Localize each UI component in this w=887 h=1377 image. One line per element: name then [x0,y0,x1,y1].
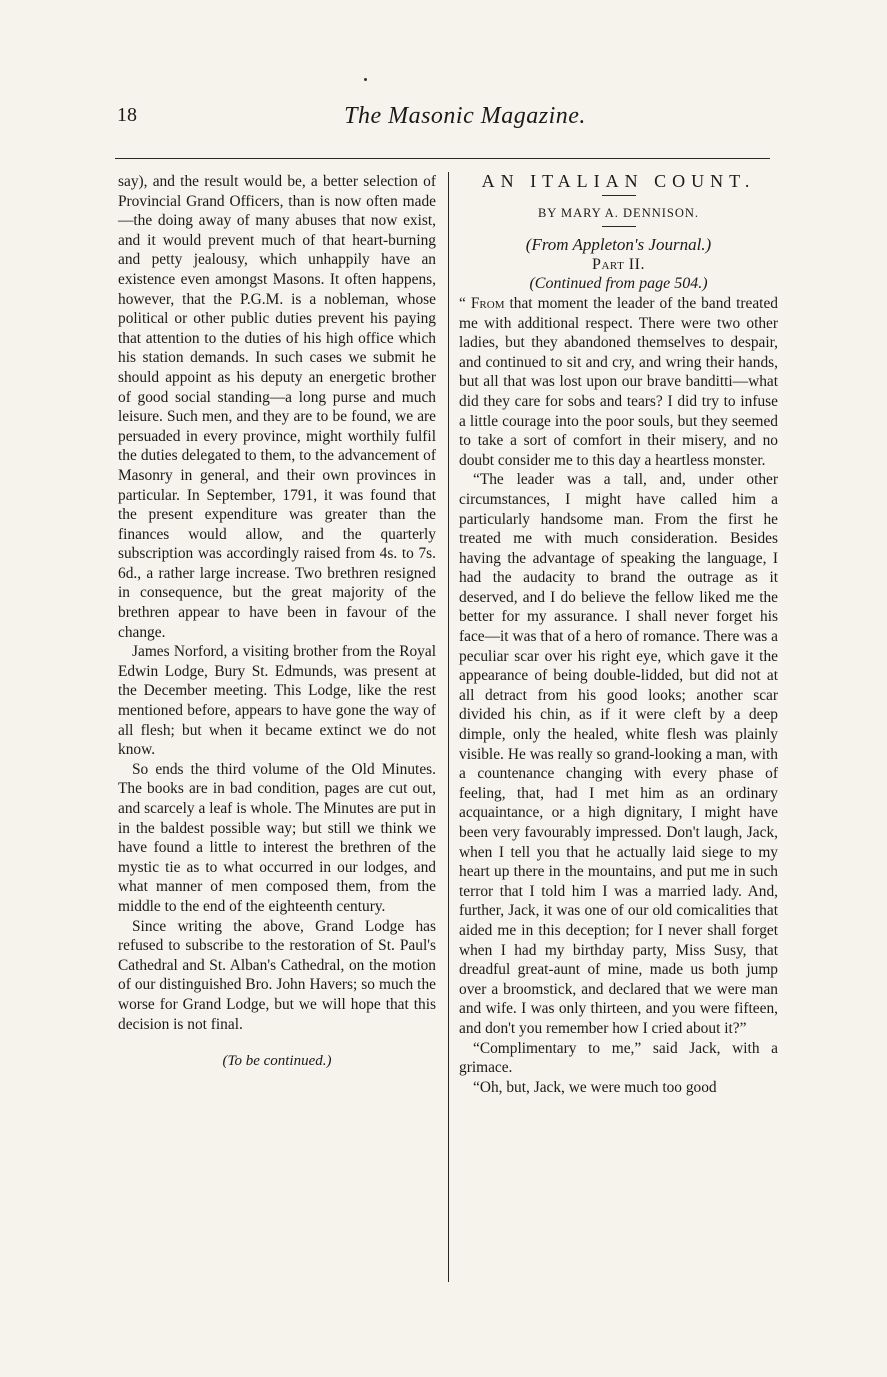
part-heading: Part II. [592,255,645,273]
column-divider [448,172,449,1282]
to-be-continued: (To be continued.) [222,1053,332,1070]
paragraph: “ From that moment the leader of the band treated me with additional respect. There were two other ladies, but they abandoned themselves to despair, and continued to sit and cry, and wring their hands, but all that was lost upon our brave banditti—what did they care for sobs and tears? I did try to infuse a little courage into the poor souls, but they seemed to take a sort of comfort in their misery, and no doubt consider me to this day a heartless monster. [459,294,778,469]
paragraph: So ends the third volume of the Old Minutes. The books are in bad condition, pages are cut out, and scarcely a leaf is whole. The Minutes are put in in the baldest possible way; but still we think we have found a little to interest the brethren of the mystic tie as to what occurred in our lodges, and what manner of men composed them, from the middle to the end of the eighteenth century. [118,760,436,915]
byline-rule [602,226,636,227]
continued-note: (Continued from page 504.) [529,275,708,293]
opening-word: From [470,294,505,312]
header-rule [115,158,770,159]
running-head: The Masonic Magazine. [344,103,586,129]
article-title: AN ITALIAN COUNT. [481,171,756,191]
paragraph: Since writing the above, Grand Lodge has refused to subscribe to the restoration of St. Paul's Cathedral and St. Alban's Cathedral, on the motion of our distinguished Bro. John Havers; so much the worse for Grand Lodge, but we will hope that this decision is not final. [118,917,436,1033]
page-number: 18 [117,104,137,126]
left-column [118,172,436,1072]
paragraph: say), and the result would be, a better selection of Provincial Grand Officers, than is now often made—the doing away of many abuses that now exist, and it would prevent much of that heart-burning and petty jealousy, which unhappily have an existence even amongst Masons. It often happens, however, that the P.G.M. is a nobleman, whose political or other public duties prevent his paying that attention to the duties of his high office which his station demands. In such cases we submit he should appoint as his deputy an energetic brother of good social standing—a long purse and much leisure. Such men, and they are to be found, we are persuaded in every province, might worthily fulfil the duties delegated to them, to the advancement of Masonry in general, and their own provinces in particular. In September, 1791, it was found that the present expenditure was greater than the finances would allow, and the quarterly subscription was accordingly raised from 4s. to 7s. 6d., a rather large increase. Two brethren resigned in consequence, but the great majority of the brethren appear to have been in favour of the change. [118,173,436,641]
title-rule [602,195,636,196]
ink-dot [364,78,367,81]
paragraph: James Norford, a visiting brother from the Royal Edwin Lodge, Bury St. Edmunds, was present at the December meeting. This Lodge, like the rest mentioned before, appears to have gone the way of all flesh; but when it became extinct we do not know. [118,643,436,759]
source-note: (From Appleton's Journal.) [525,235,712,255]
paragraph: “Oh, but, Jack, we were much too good [473,1078,717,1096]
paragraph: “Complimentary to me,” said Jack, with a grimace. [459,1039,778,1077]
byline: BY MARY A. DENNISON. [537,205,700,220]
paragraph-text: that moment the leader of the band treated me with additional respect. There were two other ladies, but they abandoned themselves to despair, and continued to sit and cry, and wring their hands, but all that was lost upon our brave banditti—what did they care for sobs and tears? I did try to infuse a little courage into the poor souls, but they seemed to take a sort of comfort in their misery, and no doubt consider me to this day a heartless monster. [459,294,778,469]
right-column [459,172,778,1097]
paragraph: “The leader was a tall, and, under other circumstances, I might have called him a particularly handsome man. From the first he treated me with much consideration. Besides having the advantage of speaking the language, I had the audacity to brand the outrage as it deserved, and I do believe the fellow liked me the better for my assurance. I shall never forget his face—it was that of a hero of romance. There was a peculiar scar over his right eye, which gave it the appearance of being double-lidded, but did not at all detract from his good looks; another scar divided his chin, as if it were cleft by a deep dimple, only the healed, white flesh was plainly visible. He was really so grand-looking a man, with a countenance changing with every phase of feeling, that, had I met him as an ordinary acquaintance, or a high dignitary, I might have been very favourably impressed. Don't laugh, Jack, when I tell you that he actually laid siege to my heart up there in the mountains, and put me in such terror that I told him I was a married lady. And, further, Jack, it was one of our old comicalities that aided me in this deception; for I never shall forget when I had my birthday party, Miss Susy, that dreadful great-aunt of mine, made us both jump over a broomstick, and declared that we were man and wife. I was only thirteen, and you were fifteen, and don't you remember how I cried about it?” [459,471,778,1037]
